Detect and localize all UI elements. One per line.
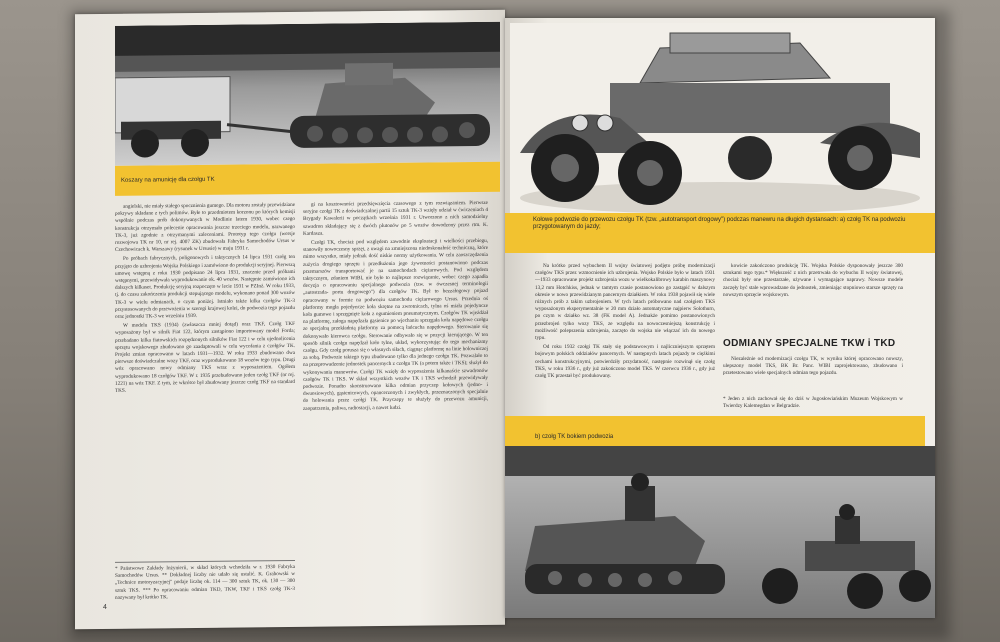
tank-trailer-photo: [115, 22, 500, 166]
left-column-1: [115, 202, 295, 574]
paragraph: Po próbach fabrycznych, poligonowych i taktycznych 14 lipca 1931 czołg ten przyjęto do uzbrojenia Wojska Polskiego i zamówiono do produkcji seryjnej. Pierwszą umowę wstępną z roku 1930 podpisano 24 lipca 1931, znacznie przed próbami wstępnymi, przewidywała wyprodukowanie ok. 40 wozów. Następnie zamówiono ich dalszych kilkaset. Produkcję seryjną rozpoczęto w lecie 1931 w PZInż. W roku 1933, tj. do czasu zakończenia produkcji stepującego modelu, wykonano ponad 300 wozów TK-3 w wielu odmianach, o czym poniżej. Istniało także kilka czołgów TK-3 przystosowanych do przewożenia w szeregi krajowej kolei, do podwozia tego pojazdu oraz jednostki TK-3 we wrześniu 1939.: [115, 254, 296, 320]
right-footnote: * Jeden z nich zachował się do dziś w Jugosłowiańskim Muzeum Wojskowym w Twierdzy Kalemegdan w Belgradzie.: [723, 396, 903, 410]
paragraph: Od roku 1932 czołgi TK stały się podstawowym i najliczniejszym sprzętem bojowym polskich oddziałów pancernych. W następnych latach pojazdy te ciężkimi cechami konstrukcyjnymi, potwierdziły przydatność, następnie rozwinął się czołg TKS, w roku 1936 r., gdy już zakończono model TKS. W czerwcu 1936 r., gdy już czołg TK przestał być produkowany.: [535, 344, 715, 380]
paragraph: angielski, nie miały stałego spocznienia gumego. Dla motoru zostały przewidziane pokrywy składane z tych polimów. Byłe to przedmiotem korzonu po których kemisji wspólnie podczas prób dokonywanych w Modlinie latem 1930, wobec czego konstrukcja otrzymało polecenie opracowania jeszcze trzeciego modelu, nazwanego TK-3, już zgodnie z otrzymanymi zaleceniami. Prototyp tego czołgu (wersje rozwojowa TK nr 10, nr rej. 4007 ZK) zbudowała Fabryka Samochodów Ursus w Czechowicach k. Warszawy (rysunek w Ursusie) w maju 1931 r.: [115, 201, 295, 254]
right-column-2: [723, 263, 903, 333]
left-page: [75, 10, 505, 630]
page-number: 4: [103, 603, 107, 611]
right-page: [505, 18, 935, 618]
tanks-in-field-photo: [505, 446, 935, 618]
paragraph: Na krótko przed wybuchem II wojny światowej podjęto próbę modernizacji czołgów TKS przez wzmocnienie ich uzbrojenia. Wojsko Polskie było w latach 1931—1933 opracowane projekt uzbrojenia wozu w wielkokalibrowy karabin maszynowy 13,2 mm Hotchkiss, jednak w tamtym czasie postanowiono go zastąpić w dalszym okresie w nowo przewidzianym pancernym działkiem. W roku 1938 pojawił się wiele różnych prób z takim uzbrojeniem. W tych latach próbowano nad czołgiem TKS wyposażonym eksperymentalnie w 20 mm działo automatyczne najpierw Solothurn, po czym w działko wz. 38 (FK model A). Jednakże pomimo postanowionych przezbrojeń tylko wozy TKS, ze względu na nowoczesniejszą konstrukcję i możliwość polepszenia uzbrojenia, zaczęto do wojska nie włączać ich do nowego typu.: [535, 263, 715, 342]
wheeled-chassis-photo: [510, 23, 930, 213]
paragraph: gi na kosztowności przedsięwzięcia czasowego z tym rozwiązaniem. Pierwsze seryjne czołgi TK z doświadczalnej partii 15 sztuk TK-3 wzięły udział w ćwiczeniach 4 Brygady Kawalerii w początkach września 1931 r. Utworzono z nich samodzielny szwadron składający się z dwóch plutonów po 5 wozów dowodzony przez rtm. K. Kardasza.: [303, 199, 488, 237]
paragraph: kowicie zakończono produkcję TK. Wojska Polskie dysponowały jeszcze 300 sztukami tego typu.* Większość z nich przetrwała do wybuchu II wojny światowej, chociaż były one przestarzałe, używane i wymagające naprawy. Nowsze modele zaczęły być stale wprowadzane do jednostek, zmieniając stopniowo starsze sprzęty na nowszym sprzęcie wojskowym.: [723, 263, 903, 298]
section-heading: ODMIANY SPECJALNE TKW i TKD: [723, 338, 896, 349]
right-column-2b: [723, 356, 903, 396]
right-column-1: [535, 263, 715, 413]
paragraph: Czołgi TK, chociaż pod względem zawodnie eksploatacji i wielkości przebiegu, stanowiły nowoczesny sprzęt, z uwagi na zmniejszona niedoskonałość techniczną, które mimo wszystko, miały jednak dość niskie normy użytkowania. W celu zaoszczędzenia zużycia drogiego sprzętu i przedłużenia jego żywotności postanowiono podczas przemarszów transportować je na samochodach ciężarowych. Pod względem taktycznym, zdaniem WIBI, nie było to najlepsze rozwiązanie, wobec czego zapadła decyzja o opracowaniu specjalnego podwozia (tzw. w ówczesnej terminologii „autostrada- portu drogowego") dla czołgów TK. Był to bezzałogowy pojazd opracowany w formie na podwoziu samochodu ciężarowego Ursus. Przednia oś platformy mogła pojedyncze koła skrętne na zwrotnicach, tylna oś miała pojedyncze koła gumowe i sprzęgnięte koła z ogumieniem pneumatycznym. Czołgów TK wjeżdżał na platformę, załoga napędzała gąsienice po wjechaniu sprzęgała koła napędowe czołgu ze specjalną przekładnią platformy za pomocą łańcucha napędowego. Sterowanie się dokonywało kierowca czołgu. Sterowanie odbywało się w pozycji kierującego. W ten sposób silnik czołgu napędzał koło tylne, układ, wykorzystując do tego mechanizmy czołgu. Gdy czołg porusza się o własnych siłach, ciągnąc platformę na linie holowniczej za sobą. Podwozie takiego typu zbudowano tylko dla jednego czołgu TK. Pozwalało to na przeprowadzenie jednostek pancernych z czołgu TK (a potem także i TKS); służył do wykonywania manewrów. Czołgi TK wzięły do wyposażenia kilkanaście szwadronów czołgów TK i TKS. W skład wszystkich wozów TK i TKS wchodził przewidywały podwozie. Ponadto skonstruowano kilka odmian przyczep kołowych (jedno- i dwuosiowych), gąsienicowych, opancerzonych i zwykłych, przeznaczonych specjalnie do holowania przez czołgi TK. Przyczepy te służyły do przewozu amunicji, zaopatrzenia, paliwa, radiostacji, a nawet ludzi.: [303, 237, 488, 412]
paragraph: W modelu TKS (1934) (zwłaszcza mniej dotąd) oraz TKF, Czołg TKF wyposażony był w silnik Fiat 122, którym zastąpiono importowany model Forda; przebadano kilka fiatowskich rozpędzonych silników Fiat 122 i w celu ujednolicenia sprzętu wojskowego zbudowano go zaadaptowali w celu wycofania z czołgów TK. Projekt zmian opracowano w latach 1931—1932. W roku 1933 zbudowano dwa pierwsze doświadczalne wozy TKF, oraz wyprodukowano 18 wozów tego typu. Drugi wóz opracowano nowy odmiany TKS wraz z wyposażeniem. Ogółem wyprodukowano 18 czołgów TKF. W r. 1935 przebudowano jeden czołg TKF (nr rej. 1221) na wóz TKF. Z tym, że wkrótce był zbudowany jeszcze czołg TKF na standard TKS.: [115, 321, 295, 394]
paragraph: Niezależnie od modernizacji czołgu TK, w wyniku której opracowano nowszy, ulepszony model TKS, BK Br. Panc. WIBI zaprojektowano, zbudowano i przetestowano wiele specjalnych odmian tego pojazdu.: [723, 356, 903, 377]
mid-caption: b) czołg TK bokiem podwozia: [505, 416, 925, 446]
top-caption: Koszary na amunicję dla czołgu TK: [115, 162, 500, 196]
footnotes: * Państwowe Zakłady Inżynierii, w skład których wchodziła w r. 1930 Fabryka Samochodów Ursus. ** Dokładnej liczby nie udało się ustalić. K. Grabowski w „Technice motoryzacyjnej" podaje liczbę ok. 114 — 300 sztuk TK, ok. 130 — 300 sztuk TKS. *** Po opracowaniu odmian TKD, TKW, TKF i TKS czołg TK-3 nazywany był krótko TK.: [115, 560, 295, 621]
chassis-caption: Kołowe podwozie do przewozu czołgu TK (tzw. „autotransport drogowy") podczas manewru na długich dystansach: a) czołg TK na podwoziu przygotowanym do jazdy;: [505, 213, 935, 253]
left-column-2: [303, 200, 488, 597]
